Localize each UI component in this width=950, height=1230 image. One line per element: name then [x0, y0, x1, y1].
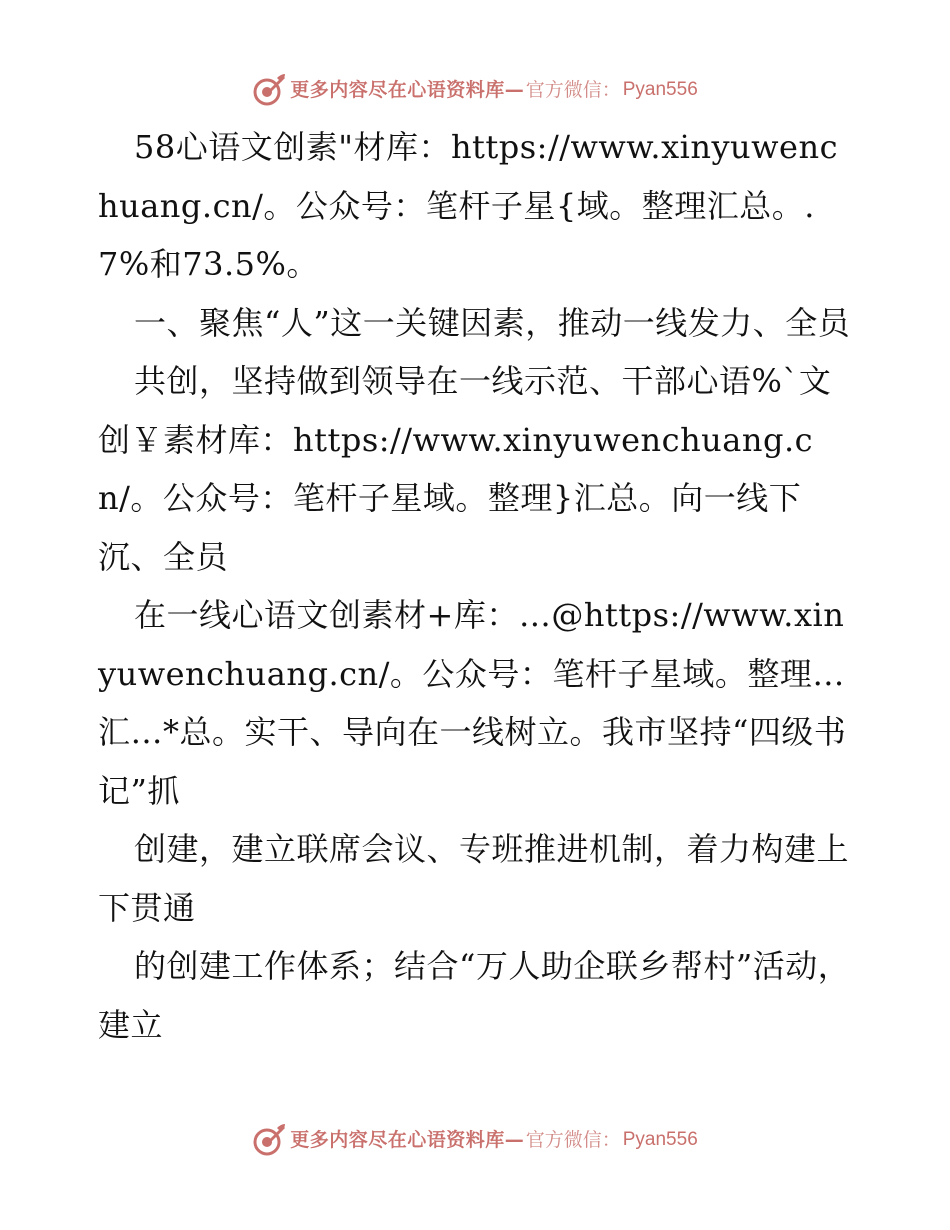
footer-watermark: [0, 1120, 950, 1160]
paragraph-6: 的创建工作体系；结合“万人助企联乡帮村”活动，建立: [98, 947, 851, 1044]
watermark-wechat-id: Pyan556: [622, 1129, 698, 1150]
paragraph-4: 在一线心语文创素材+库：…@https://www.xinyuwenchuang.cn/。公众号：笔杆子星域。整理…汇…*总。实干、导向在一线树立。我市坚持“四级书记”抓: [98, 596, 847, 810]
watermark-wechat-id: Pyan556: [622, 79, 698, 100]
quill-seal-icon: [252, 73, 286, 107]
paragraph-5: 创建，建立联席会议、专班推进机制，着力构建上下贯通: [98, 830, 850, 927]
watermark-wechat-label: 官方微信：: [525, 79, 621, 101]
watermark-wechat-label: 官方微信：: [525, 1129, 621, 1151]
paragraph-1: 58心语文创素"材库：https://www.xinyuwenchuang.cn/。公众号：笔杆子星{域。整理汇总。.7%和73.5%。: [98, 128, 839, 283]
watermark-separator: —: [504, 1129, 524, 1151]
paragraph-3: 共创，坚持做到领导在一线示范、干部心语%`文创￥素材库：https://www.xinyuwenchuang.cn/。公众号：笔杆子星域。整理}汇总。向一线下沉、全员: [98, 362, 832, 576]
watermark-main-text: 更多内容尽在心语资料库: [290, 79, 505, 101]
paragraph-2: 一、聚焦“人”这一关键因素，推动一线发力、全员: [134, 303, 851, 342]
watermark-main-text: 更多内容尽在心语资料库: [290, 1129, 505, 1151]
quill-seal-icon: [252, 1123, 286, 1157]
document-body: [98, 118, 858, 1054]
watermark-separator: —: [504, 79, 524, 101]
header-watermark: [0, 70, 950, 110]
